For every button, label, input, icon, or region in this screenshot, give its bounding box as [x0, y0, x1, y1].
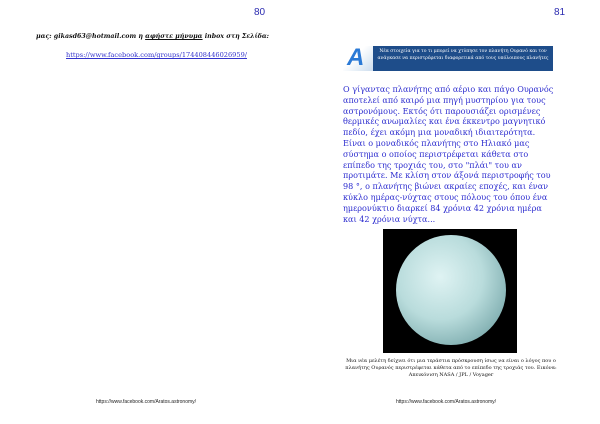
contact-suffix: inbox στη Σελίδα: — [202, 33, 270, 40]
article-body: Ο γίγαντας πλανήτης από αέριο και πάγο Ουρανός αποτελεί από καιρό μια πηγή μυστηρίου για τους αστρονόμους. Εκτός ότι παρουσιάζει ορισμένες θερμικές ανωμαλίες και ένα έκκεντρο μαγνητικό πεδίο, έχει ακόμη μια μοναδική ιδιαιτερότητα. Είναι ο μοναδικός πλανήτης στο Ηλιακό μας σύστημα ο οποίος περιστρέφεται κάθετα στο επίπεδο της τροχιάς του, στο "πλάι" του αν προτιμάτε. Με κλίση στον άξονά περιστροφής του 98 °, ο πλανήτης βιώνει ακραίες εποχές, και έναν κύκλο ημέρας-νύχτας στους πόλους του όπου ένα ημερονύκτιο διαρκεί 84 χρόνια 42 χρόνια ημέρα και 42 χρόνια νύχτα... — [343, 84, 554, 224]
group-link[interactable]: https://www.facebook.com/groups/174408446026959/ — [66, 51, 247, 59]
page-number-right: 81 — [554, 7, 566, 18]
banner-title: Νέα στοιχεία για το τι μπορεί να χτύπησε τον πλανήτη Ουρανό και τον ανάγκασε να περιστρέφεται διαφορετικά από τους υπόλοιπους πλανήτες — [377, 49, 549, 61]
contact-text — [36, 33, 286, 41]
page-number-left: 80 — [254, 7, 266, 18]
image-caption: Μια νέα μελέτη δείχνει ότι μια τεράστια πρόσκρουση ίσως να είναι ο λόγος που ο πλανήτης Ουρανός περιστρέφεται κάθετα από το επίπεδο της τροχιάς του. Εικόνα: Απεικόνιση NASA / JPL / Voyager — [345, 358, 557, 378]
message-link[interactable]: αφήστε μήνυμα — [145, 33, 203, 40]
uranus-image — [383, 229, 517, 353]
aratos-logo-icon: A — [343, 46, 373, 71]
footer-right[interactable]: https://www.facebook.com/Aratos.astronomy/ — [396, 399, 497, 405]
footer-left[interactable]: https://www.facebook.com/Aratos.astronomy/ — [96, 399, 197, 405]
article-banner — [343, 46, 553, 71]
contact-email: μας: gikasd63@hotmail.com η — [36, 33, 146, 40]
